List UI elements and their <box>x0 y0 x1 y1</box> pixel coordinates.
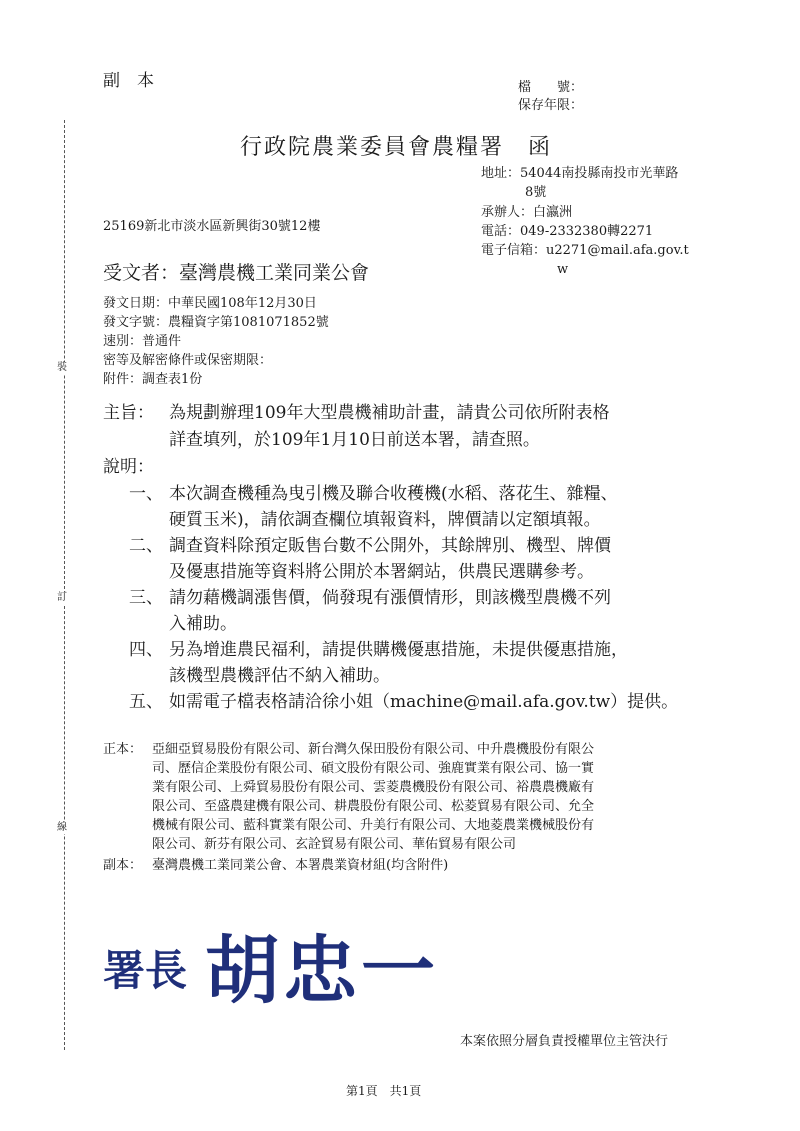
item-1-line-1: 本次調查機種為曳引機及聯合收穫機(水稻、落花生、雜糧、 <box>169 484 618 504</box>
binding-line <box>64 120 65 1050</box>
email-line-2: w <box>557 262 569 277</box>
cc-main-line-4: 限公司、至盛農建機有限公司、耕農股份有限公司、松菱貿易有限公司、允全 <box>152 799 595 814</box>
binding-mark-zhuang: 裝 <box>57 362 67 373</box>
item-2-line-1: 調查資料除預定販售台數不公開外，其餘牌別、機型、牌價 <box>169 536 611 556</box>
subject-line-1: 為規劃辦理109年大型農機補助計畫，請貴公司依所附表格 <box>169 403 610 423</box>
retention-label: 保存年限： <box>518 98 584 113</box>
issue-date: 發文日期：中華民國108年12月30日 <box>103 296 317 311</box>
subject-line-2: 詳查填列，於109年1月10日前送本署，請查照。 <box>169 430 540 450</box>
item-4-line-2: 該機型農機評估不納入補助。 <box>169 666 390 686</box>
item-1-number: 一、 <box>129 484 163 504</box>
recipient-address: 25169新北市淡水區新興街30號12樓 <box>103 219 321 234</box>
address-line-1: 地址：54044南投縣南投市光華路 <box>481 166 679 181</box>
item-5-line-1: 如需電子檔表格請洽徐小姐（machine@mail.afa.gov.tw）提供。 <box>169 692 679 712</box>
issue-number: 發文字號：農糧資字第1081071852號 <box>103 315 329 330</box>
agency-title: 行政院農業委員會農糧署 函 <box>240 135 553 160</box>
cc-main-line-5: 機械有限公司、藍科實業有限公司、升美行有限公司、大地菱農業機械股份有 <box>152 818 595 833</box>
page-footer: 第1頁 共1頁 <box>346 1084 422 1098</box>
cc-main-line-6: 限公司、新芬有限公司、玄詮貿易有限公司、華佑貿易有限公司 <box>152 837 517 852</box>
cc-main-label: 正本： <box>103 742 143 757</box>
item-2-number: 二、 <box>129 536 163 556</box>
signature-name: 胡忠一 <box>205 928 439 1014</box>
item-5-number: 五、 <box>129 692 163 712</box>
cc-main-line-3: 業有限公司、上舜貿易股份有限公司、雲菱農機股份有限公司、裕農農機廠有 <box>152 780 595 795</box>
item-1-line-2: 硬質玉米)，請依調查欄位填報資料，牌價請以定額填報。 <box>169 510 601 530</box>
item-3-line-1: 請勿藉機調漲售價，倘發現有漲價情形，則該機型農機不列 <box>169 588 611 608</box>
item-3-number: 三、 <box>129 588 163 608</box>
cc-main-line-1: 亞細亞貿易股份有限公司、新台灣久保田股份有限公司、中升農機股份有限公 <box>152 742 595 757</box>
secrecy: 密等及解密條件或保密期限： <box>103 353 273 368</box>
cc-main-line-2: 司、歷信企業股份有限公司、碩文股份有限公司、強鹿實業有限公司、協一實 <box>152 761 595 776</box>
explanation-label: 說明： <box>103 457 154 477</box>
item-4-number: 四、 <box>129 640 163 660</box>
attachment: 附件：調查表1份 <box>103 372 203 387</box>
subject-label: 主旨： <box>103 403 154 423</box>
recipient: 受文者：臺灣農機工業同業公會 <box>103 262 370 284</box>
email-line-1: 電子信箱：u2271@mail.afa.gov.t <box>481 243 689 258</box>
item-4-line-1: 另為增進農民福利，請提供購機優惠措施，未提供優惠措施， <box>169 640 628 660</box>
binding-mark-ding: 訂 <box>57 592 67 603</box>
handler: 承辦人：白瀛洲 <box>481 205 573 220</box>
speed: 速別：普通件 <box>103 334 182 349</box>
file-number-label: 檔 號： <box>518 80 584 95</box>
item-2-line-2: 及優惠措施等資料將公開於本署網站，供農民選購參考。 <box>169 562 594 582</box>
signature-title: 署長 <box>103 946 188 995</box>
cc-copy-text: 臺灣農機工業同業公會、本署農業資材組(均含附件) <box>152 858 449 873</box>
binding-mark-xian: 線 <box>57 822 67 833</box>
cc-copy-label: 副本： <box>103 858 143 873</box>
phone: 電話：049-2332380轉2271 <box>481 224 654 239</box>
copy-mark: 副 本 <box>103 71 154 91</box>
address-line-2: 8號 <box>525 185 547 200</box>
delegation-note: 本案依照分層負責授權單位主管決行 <box>460 1034 669 1049</box>
item-3-line-2: 入補助。 <box>169 614 237 634</box>
